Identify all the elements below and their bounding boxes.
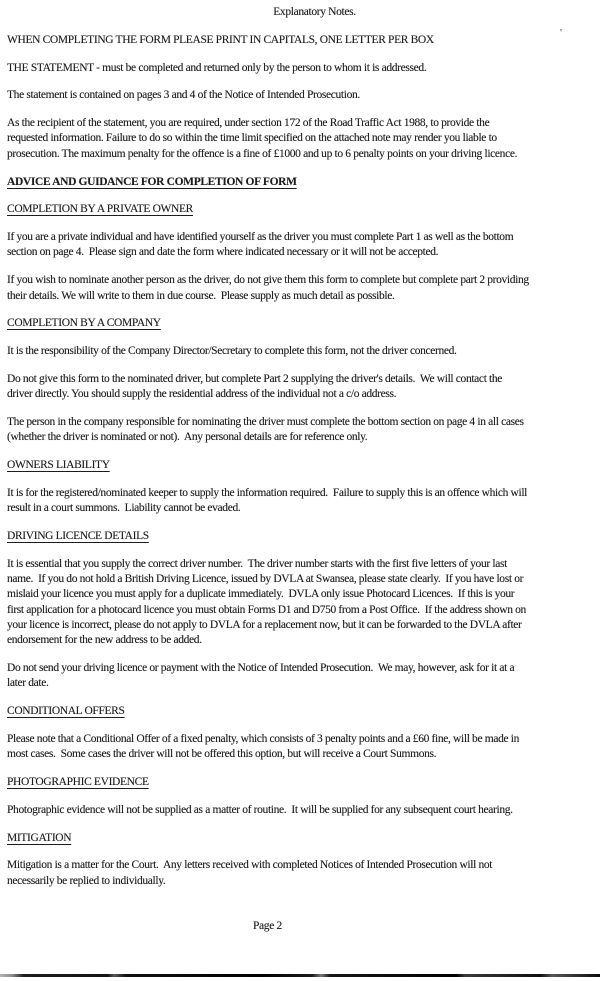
company-paragraph-3 — [7, 415, 600, 446]
photographic-evidence-paragraph — [7, 803, 600, 818]
paragraph-line: It is for the registered/nominated keeper to supply the information required. Failure to supply this is an offence which will — [7, 486, 528, 499]
paragraph-line: requested information. Failure to do so within the time limit specified on the attached note may render you liable to — [7, 132, 497, 145]
paragraph-line: The person in the company responsible for nominating the driver must complete the bottom section on page 4 in all cases — [7, 416, 524, 429]
paragraph-line: their details. We will write to them in due course. Please supply as much detail as possible. — [7, 289, 395, 302]
mitigation-paragraph — [7, 858, 600, 889]
paragraph-line: WHEN COMPLETING THE FORM PLEASE PRINT IN CAPITALS, ONE LETTER PER BOX — [7, 33, 434, 46]
paragraph-line: Mitigation is a matter for the Court. Any letters received with completed Notices of Intended Prosecution will not — [7, 859, 493, 872]
recipient-paragraph — [7, 116, 600, 162]
paragraph-line: (whether the driver is nominated or not). Any personal details are for reference only. — [7, 431, 368, 444]
paragraph-line: name. If you do not hold a British Driving Licence, issued by DVLA at Swansea, please state clearly. If you have lost or — [7, 573, 524, 586]
section-heading-owners-liability: OWNERS LIABILITY — [7, 459, 110, 472]
section-heading-advice-and-guidance: ADVICE AND GUIDANCE FOR COMPLETION OF FORM — [7, 175, 297, 188]
paragraph-line: Do not give this form to the nominated driver, but complete Part 2 supplying the driver's details. We will contact the — [7, 372, 503, 385]
paragraph-line: THE STATEMENT - must be completed and returned only by the person to whom it is addressed. — [7, 61, 427, 74]
page-number: Page 2 — [253, 920, 282, 932]
intro-pages-note — [7, 88, 600, 103]
private-owner-paragraph-1 — [7, 230, 600, 261]
paragraph-line: If you are a private individual and have identified yourself as the driver you must complete Part 1 as well as the bottom — [7, 231, 514, 244]
company-paragraph-1 — [7, 344, 600, 359]
paragraph-line: Please note that a Conditional Offer of a fixed penalty, which consists of 3 penalty points and a £60 fine, will be made in — [7, 733, 520, 745]
section-heading-conditional-offers: CONDITIONAL OFFERS — [7, 705, 125, 718]
paragraph-line: It is the responsibility of the Company Director/Secretary to complete this form, not the driver concerned. — [7, 345, 457, 358]
paragraph-line: section on page 4. Please sign and date the form where indicated necessary or it will not be accepted. — [7, 246, 439, 259]
paragraph-line: prosecution. The maximum penalty for the offence is a fine of £1000 and up to 6 penalty points on your driving licence. — [7, 147, 518, 160]
paragraph-line: necessarily be replied to individually. — [7, 874, 166, 887]
driving-licence-paragraph-2 — [7, 661, 600, 692]
paragraph-line: most cases. Some cases the driver will not be offered this option, but will receive a Court Summons. — [7, 748, 437, 761]
private-owner-paragraph-2 — [7, 273, 600, 304]
intro-statement-note — [7, 61, 600, 76]
driving-licence-paragraph-1 — [7, 557, 600, 649]
paragraph-line: later date. — [7, 677, 49, 690]
paragraph-line: mislaid your licence you must apply for a duplicate immediately. DVLA only issue Photocard Licences. If this is your — [7, 588, 515, 601]
paragraph-line: endorsement for the new address to be added. — [7, 634, 202, 647]
section-heading-mitigation: MITIGATION — [7, 831, 72, 844]
paragraph-line: driver directly. You should supply the residential address of the individual not a c/o address. — [7, 388, 397, 401]
paragraph-line: If you wish to nominate another person as the driver, do not give them this form to complete but complete part 2 providing — [7, 274, 529, 287]
paragraph-line: It is essential that you supply the correct driver number. The driver number starts with the first five letters of your last — [7, 557, 507, 570]
scan-edge-artifact — [0, 974, 600, 977]
section-heading-company: COMPLETION BY A COMPANY — [7, 317, 161, 330]
paragraph-line: your licence is incorrect, please do not apply to DVLA for a replacement now, but it can be forwarded to the DVLA after — [7, 619, 522, 632]
paragraph-line: As the recipient of the statement, you are required, under section 172 of the Road Traffic Act 1988, to provide the — [7, 117, 490, 130]
paragraph-line: Do not send your driving licence or payment with the Notice of Intended Prosecution. We may, however, ask for it at a — [7, 662, 515, 675]
paragraph-line: first application for a photocard licence you must obtain Forms D1 and D750 from a Post Office. If the address shown on — [7, 603, 526, 616]
stray-scan-mark: ' — [560, 27, 562, 39]
paragraph-line: result in a court summons. Liability cannot be evaded. — [7, 502, 241, 515]
paragraph-line: The statement is contained on pages 3 and 4 of the Notice of Intended Prosecution. — [7, 89, 360, 102]
paragraph-line: Photographic evidence will not be supplied as a matter of routine. It will be supplied for any subsequent court hearing. — [7, 803, 513, 816]
page-title: Explanatory Notes. — [273, 6, 356, 18]
conditional-offers-paragraph — [7, 732, 600, 763]
intro-capitals-note — [7, 33, 600, 48]
owners-liability-paragraph — [7, 486, 600, 517]
company-paragraph-2 — [7, 372, 600, 403]
section-heading-private-owner: COMPLETION BY A PRIVATE OWNER — [7, 203, 194, 216]
section-heading-photographic-evidence: PHOTOGRAPHIC EVIDENCE — [7, 776, 149, 789]
section-heading-driving-licence: DRIVING LICENCE DETAILS — [7, 530, 149, 543]
